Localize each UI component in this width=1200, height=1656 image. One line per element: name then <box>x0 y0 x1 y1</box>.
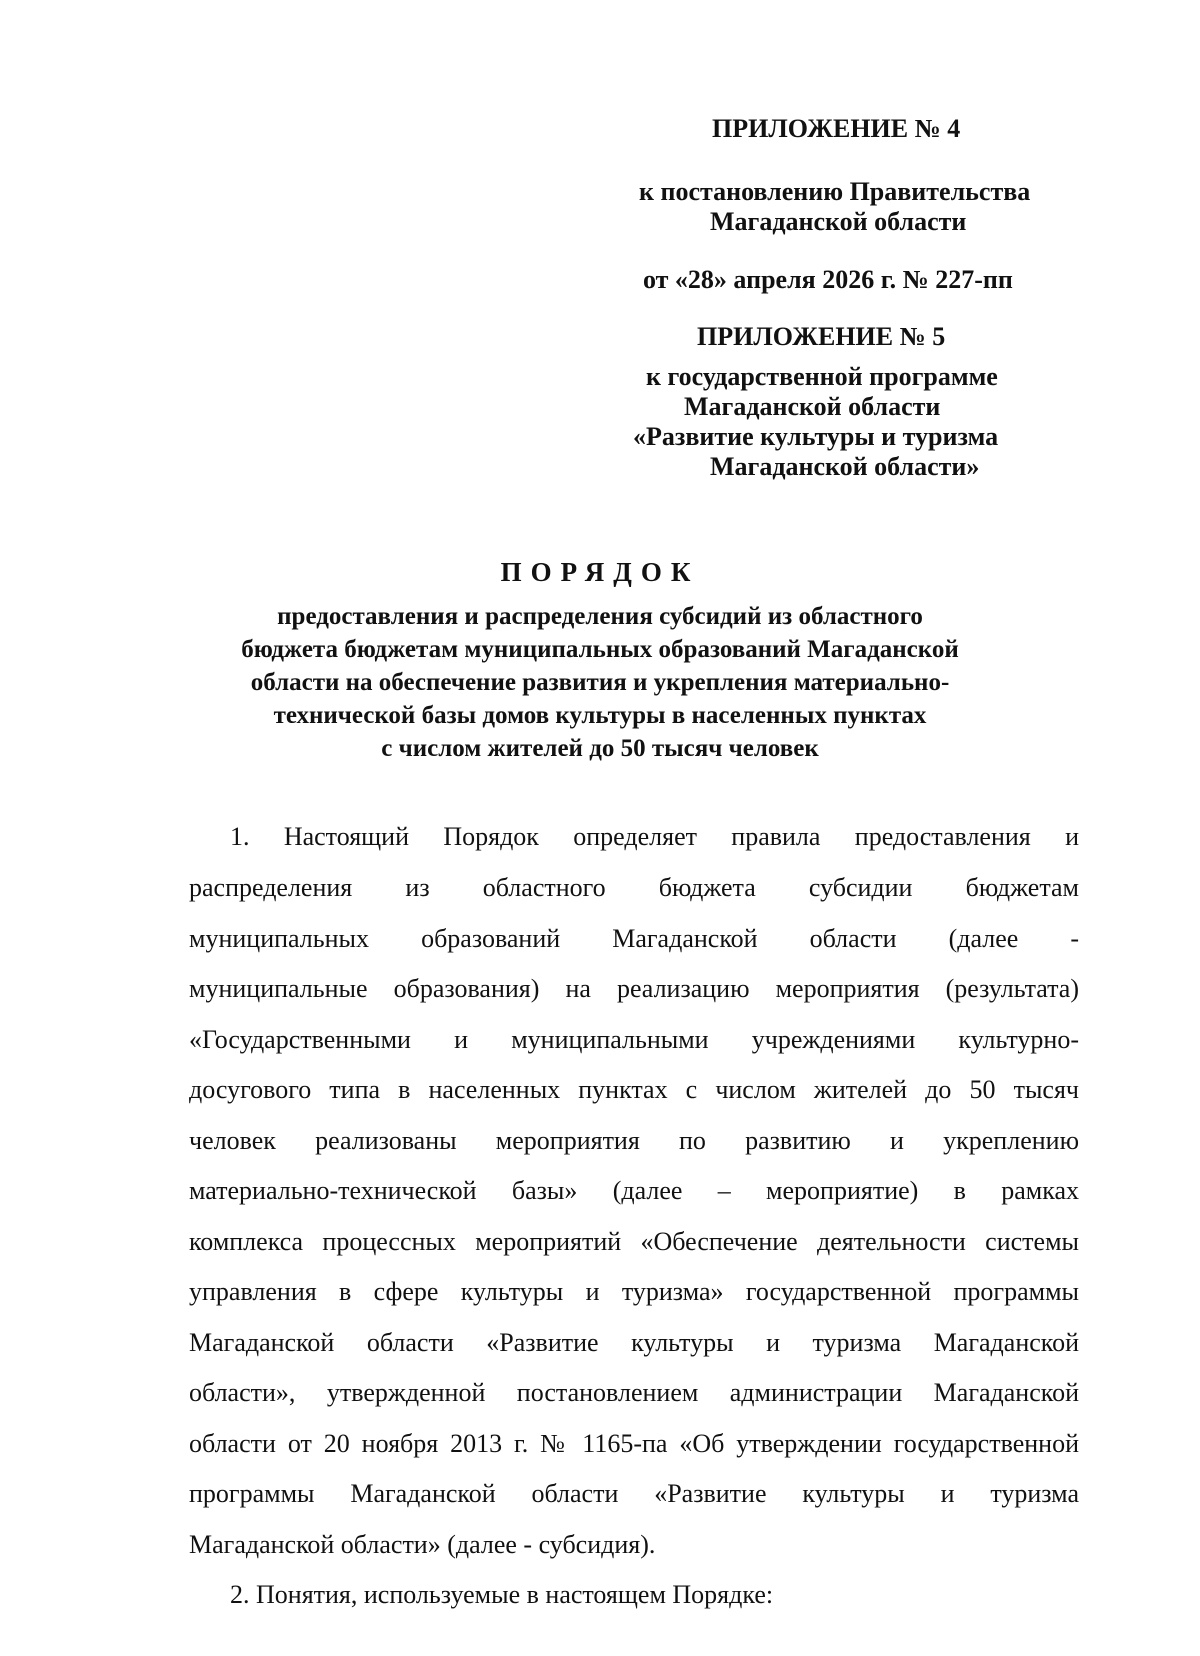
subtitle-line: предоставления и распределения субсидий из областного <box>277 603 923 630</box>
appendix-4-date: от «28» апреля 2026 г. № 227-пп <box>643 265 1013 294</box>
appendix-5-ref-line-3: «Развитие культуры и туризма <box>633 422 999 451</box>
paragraph-1-line: 1. Настоящий Порядок определяет правила предоставления и <box>230 822 1079 851</box>
subtitle-line: бюджета бюджетам муниципальных образований Магаданской <box>241 636 959 663</box>
paragraph-1-line: области от 20 ноября 2013 г. № 1165-па «Об утверждении государственной <box>189 1429 1079 1458</box>
paragraph-1-line: Магаданской области «Развитие культуры и туризма Магаданской <box>189 1328 1079 1357</box>
paragraph-1-line: человек реализованы мероприятия по развитию и укреплению <box>189 1126 1079 1155</box>
appendix-4-title: ПРИЛОЖЕНИЕ № 4 <box>712 114 961 143</box>
appendix-5-ref-line-1: к государственной программе <box>646 362 998 391</box>
subtitle-line: технической базы домов культуры в населенных пунктах <box>273 702 927 729</box>
paragraph-1-line: распределения из областного бюджета субсидии бюджетам <box>189 873 1079 902</box>
subtitle-line: области на обеспечение развития и укрепления материально- <box>250 669 950 696</box>
paragraph-1-line: материально-технической базы» (далее – мероприятие) в рамках <box>189 1176 1079 1205</box>
paragraph-2-line: 2. Понятия, используемые в настоящем Порядке: <box>230 1580 774 1609</box>
paragraph-1-line: муниципальных образований Магаданской области (далее - <box>189 924 1079 953</box>
paragraph-1-line: Магаданской области» (далее - субсидия). <box>189 1530 656 1559</box>
paragraph-1-line: досугового типа в населенных пунктах с числом жителей до 50 тысяч <box>189 1075 1079 1104</box>
paragraph-1-line: «Государственными и муниципальными учреждениями культурно- <box>189 1025 1079 1054</box>
paragraph-1-line: управления в сфере культуры и туризма» государственной программы <box>189 1277 1079 1306</box>
appendix-5-ref-line-4: Магаданской области» <box>710 452 980 481</box>
paragraph-1-line: области», утвержденной постановлением администрации Магаданской <box>189 1378 1079 1407</box>
appendix-4-ref-line-2: Магаданской области <box>710 207 967 236</box>
subtitle-line: с числом жителей до 50 тысяч человек <box>381 735 819 762</box>
paragraph-1-line: муниципальные образования) на реализацию мероприятия (результата) <box>189 974 1079 1003</box>
paragraph-1-line: программы Магаданской области «Развитие культуры и туризма <box>189 1479 1079 1508</box>
appendix-5-title: ПРИЛОЖЕНИЕ № 5 <box>697 322 946 351</box>
appendix-4-ref-line-1: к постановлению Правительства <box>639 177 1031 206</box>
document-title: ПОРЯДОК <box>500 557 700 587</box>
appendix-5-ref-line-2: Магаданской области <box>684 392 941 421</box>
paragraph-1-line: комплекса процессных мероприятий «Обеспечение деятельности системы <box>189 1227 1079 1256</box>
